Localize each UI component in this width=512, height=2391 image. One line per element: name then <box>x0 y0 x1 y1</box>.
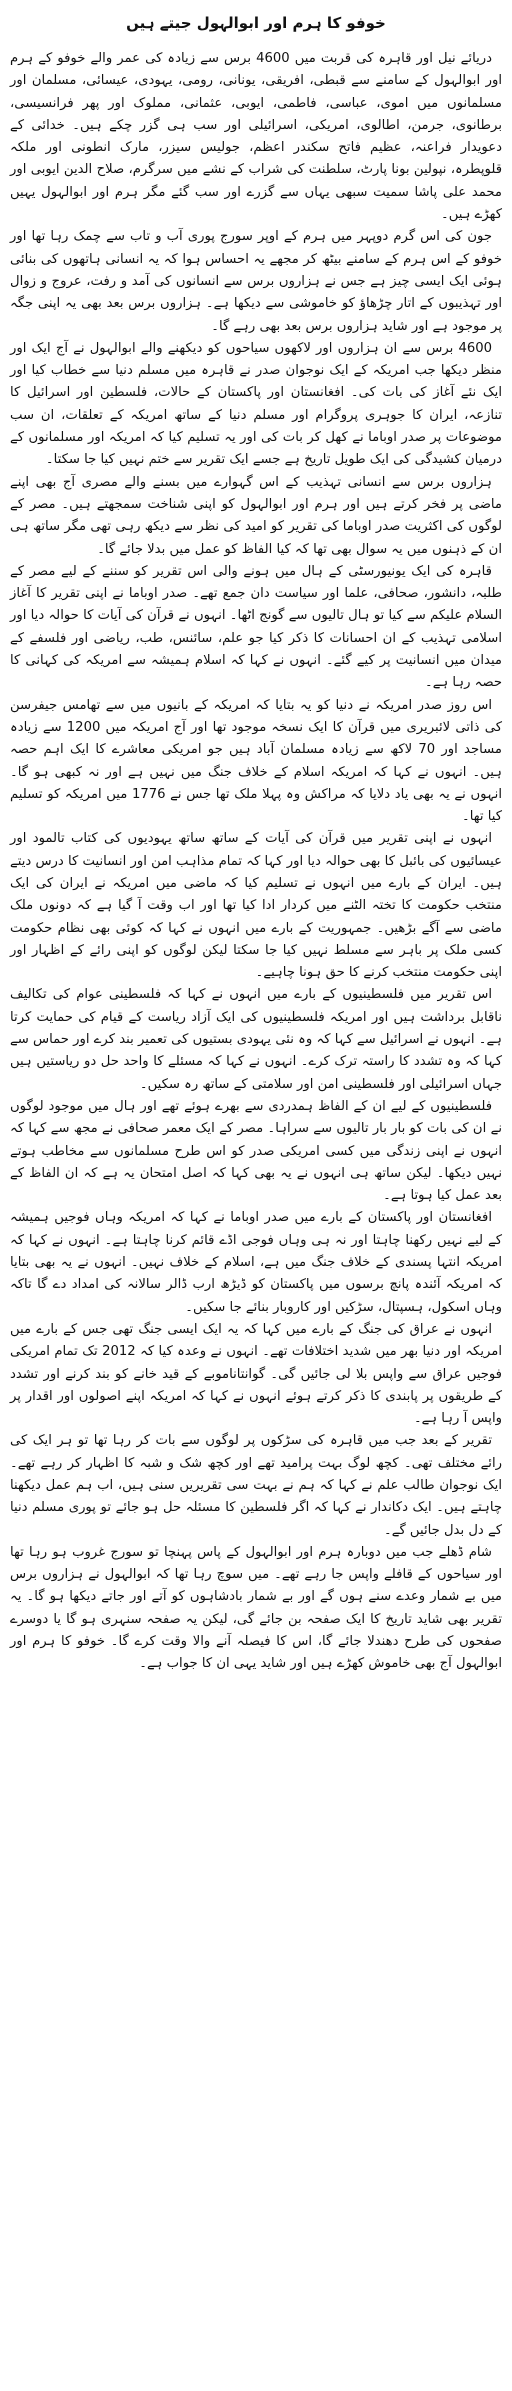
article-paragraph-5: قاہرہ کی ایک یونیورسٹی کے ہال میں ہونے والی اس تقریر کو سننے کے لیے مصر کے طلبہ، دانشور، صحافی، علما اور سیاست دان جمع تھے۔ صدر اوباما نے اپنی تقریر کا آغاز السلام علیکم سے کیا تو ہال تالیوں سے گونج اٹھا۔ انہوں نے قرآن کی آیات کا حوالہ دیا اور اسلامی تہذیب کے ان احسانات کا ذکر کیا جو علم، سائنس، طب، ریاضی اور فلسفے کے میدان میں انسانیت پر کیے گئے۔ انہوں نے کہا کہ اسلام ہمیشہ سے امریکہ کی کہانی کا حصہ رہا ہے۔ <box>10 563 502 691</box>
article-paragraph-6: اس روز صدر امریکہ نے دنیا کو یہ بتایا کہ امریکہ کے بانیوں میں سے تھامس جیفرسن کی ذاتی لائبریری میں قرآن کا ایک نسخہ موجود تھا اور آج امریکہ میں 1200 سے زیادہ مساجد اور 70 لاکھ سے زیادہ مسلمان آباد ہیں جو امریکی معاشرے کا ایک اہم حصہ ہیں۔ انہوں نے کہا کہ امریکہ اسلام کے خلاف جنگ میں نہیں ہے اور نہ کبھی ہو گا۔ انہوں نے یہ بھی یاد دلایا کہ مراکش وہ پہلا ملک تھا جس نے 1776 میں امریکہ کو تسلیم کیا تھا۔ <box>10 697 503 825</box>
article-paragraph-10: افغانستان اور پاکستان کے بارے میں صدر اوباما نے کہا کہ امریکہ وہاں فوجیں ہمیشہ کے لیے نہیں رکھنا چاہتا اور نہ ہی وہاں فوجی اڈے قائم کرنا چاہتا ہے۔ انہوں نے کہا کہ امریکہ انتہا پسندی کے خلاف جنگ میں ہے، اسلام کے خلاف نہیں۔ انہوں نے یہ بھی بتایا کہ امریکہ آئندہ پانچ برسوں میں پاکستان کو ڈیڑھ ارب ڈالر سالانہ کی امداد دے گا تاکہ وہاں اسکول، ہسپتال، سڑکیں اور کاروبار بنائے جا سکیں۔ <box>10 1210 502 1315</box>
article-headline: خوفو کا ہرم اور ابوالہول جیتے ہیں <box>126 14 386 32</box>
article-body <box>10 48 502 1676</box>
article-paragraph-9: فلسطینیوں کے لیے ان کے الفاظ ہمدردی سے بھرے ہوئے تھے اور ہال میں موجود لوگوں نے ان کی بات کو بار بار تالیوں سے سراہا۔ مصر کے ایک معمر صحافی نے مجھ سے کہا کہ انہوں نے اپنی زندگی میں کسی امریکی صدر کو اس طرح مسلمانوں سے مخاطب ہوتے نہیں دیکھا۔ لیکن ساتھ ہی انہوں نے یہ بھی کہا کہ اصل امتحان یہ ہے کہ ان الفاظ کے بعد عمل کیا ہوتا ہے۔ <box>10 1098 502 1204</box>
article-paragraph-7: انہوں نے اپنی تقریر میں قرآن کی آیات کے ساتھ ساتھ یہودیوں کی کتاب تالمود اور عیسائیوں کی بائبل کا بھی حوالہ دیا اور کہا کہ تمام مذاہب امن اور انسانیت کا درس دیتے ہیں۔ ایران کے بارے میں انہوں نے تسلیم کیا کہ ماضی میں امریکہ نے ایران کی ایک منتخب حکومت کا تختہ الٹنے میں کردار ادا کیا تھا اور اب وقت آ گیا ہے کہ دونوں ملک ماضی سے آگے بڑھیں۔ جمہوریت کے بارے میں انہوں نے کہا کہ کوئی بھی نظام حکومت کسی ملک پر باہر سے مسلط نہیں کیا جا سکتا لیکن لوگوں کو اپنی رائے کے اظہار اور اپنی حکومت منتخب کرنے کا حق ہونا چاہیے۔ <box>10 831 502 981</box>
article-paragraph-12: تقریر کے بعد جب میں قاہرہ کی سڑکوں پر لوگوں سے بات کر رہا تھا تو ہر ایک کی رائے مختلف تھی۔ کچھ لوگ بہت پرامید تھے اور کچھ شک و شبہ کا اظہار کر رہے تھے۔ ایک نوجوان طالب علم نے کہا کہ ہم نے بہت سی تقریریں سنی ہیں، اب ہم عمل دیکھنا چاہتے ہیں۔ ایک دکاندار نے کہا کہ اگر فلسطین کا مسئلہ حل ہو جائے تو پوری مسلم دنیا کے دل بدل جائیں گے۔ <box>10 1433 502 1538</box>
article-paragraph-13: شام ڈھلے جب میں دوبارہ ہرم اور ابوالہول کے پاس پہنچا تو سورج غروب ہو رہا تھا اور سیاحوں کے قافلے واپس جا رہے تھے۔ میں سوچ رہا تھا کہ ابوالہول نے ہزاروں برس میں بے شمار وعدے سنے ہوں گے اور بے شمار بادشاہوں کو آتے اور جاتے دیکھا ہو گا۔ یہ تقریر بھی شاید تاریخ کا ایک صفحہ بن جائے گی، لیکن یہ صفحہ سنہری ہو گا یا دوسرے صفحوں کی طرح دھندلا جائے گا، اس کا فیصلہ آنے والا وقت کرے گا۔ خوفو کا ہرم اور ابوالہول آج بھی خاموش کھڑے ہیں اور شاید یہی ان کا جواب ہے۔ <box>10 1544 502 1672</box>
article-paragraph-1: دریائے نیل اور قاہرہ کی قربت میں 4600 برس سے زیادہ کی عمر والے خوفو کے ہرم اور ابوالہول کے سامنے سے قبطی، افریقی، یونانی، رومی، یہودی، عیسائی، مسلمان اور مسلمانوں میں اموی، عباسی، فاطمی، ایوبی، عثمانی، مملوک اور پھر فرانسیسی، برطانوی، جرمن، اطالوی، امریکی، اسرائیلی اور سب ہی گزر چکے ہیں۔ خدائی کے دعویدار فراعنہ، عظیم فاتح سکندر اعظم، جولیس سیزر، مارک انطونی اور ملکہ قلوپطرہ، نپولین بونا پارٹ، سلطنت کی شراب کے نشے میں سرگرم، صلاح الدین ایوبی اور محمد علی پاشا سمیت سبھی یہاں سے گزرے اور سب گئے مگر ہرم اور ابوالہول یہیں کھڑے ہیں۔ <box>10 51 502 223</box>
article-paragraph-3: 4600 برس سے ان ہزاروں اور لاکھوں سیاحوں کو دیکھنے والے ابوالہول نے آج ایک اور منظر دیکھا جب امریکہ کے ایک نوجوان صدر نے قاہرہ میں مسلم دنیا سے خطاب کیا اور ایک نئے آغاز کی بات کی۔ افغانستان اور پاکستان کے حالات، فلسطین اور اسرائیل کا تنازعہ، ایران کا جوہری پروگرام اور مسلم دنیا کے ساتھ امریکہ کے تعلقات، ان سب موضوعات پر صدر اوباما نے کھل کر بات کی اور یہ تسلیم کیا کہ امریکہ اور مسلمانوں کے درمیان کشیدگی کی ایک طویل تاریخ ہے جسے ایک تقریر سے ختم نہیں کیا جا سکتا۔ <box>10 340 502 468</box>
article-paragraph-11: انہوں نے عراق کی جنگ کے بارے میں کہا کہ یہ ایک ایسی جنگ تھی جس کے بارے میں امریکہ اور دنیا بھر میں شدید اختلافات تھے۔ انہوں نے وعدہ کیا کہ 2012 تک تمام امریکی فوجیں عراق سے واپس بلا لی جائیں گی۔ گوانتاناموبے کے قید خانے کو بند کرنے اور تشدد کے طریقوں پر پابندی کا ذکر کرتے ہوئے انہوں نے کہا کہ امریکہ اپنے اصولوں اور اقدار پر واپس آ رہا ہے۔ <box>10 1321 502 1427</box>
article-paragraph-4: ہزاروں برس سے انسانی تہذیب کے اس گہوارے میں بسنے والے مصری آج بھی اپنے ماضی پر فخر کرتے ہیں اور ہرم اور ابوالہول کو اپنی شناخت سمجھتے ہیں۔ مصر کے لوگوں کی اکثریت صدر اوباما کی تقریر کو امید کی نظر سے دیکھ رہی تھی مگر ساتھ ہی ان کے ذہنوں میں یہ سوال بھی تھا کہ کیا الفاظ کو عمل میں بدلا جائے گا۔ <box>10 474 502 557</box>
article-paragraph-2: جون کی اس گرم دوپہر میں ہرم کے اوپر سورج پوری آب و تاب سے چمک رہا تھا اور خوفو کے اس ہرم کے سامنے بیٹھ کر مجھے یہ احساس ہوا کہ یہ انسانی ہاتھوں کی بنائی ہوئی ایک ایسی چیز ہے جس نے ہزاروں برس سے انسانوں کی آمد و رفت، عروج و زوال اور تہذیبوں کے اتار چڑھاؤ کو خاموشی سے دیکھا ہے۔ ہزاروں برس بعد بھی یہ اپنی جگہ پر موجود ہے اور شاید ہزاروں برس بعد بھی رہے گا۔ <box>10 229 502 334</box>
article-paragraph-8: اس تقریر میں فلسطینیوں کے بارے میں انہوں نے کہا کہ فلسطینی عوام کی تکالیف ناقابل برداشت ہیں اور امریکہ فلسطینیوں کی ایک آزاد ریاست کے قیام کی حمایت کرتا ہے۔ انہوں نے اسرائیل سے کہا کہ وہ نئی یہودی بستیوں کی تعمیر بند کرے اور حماس سے کہا کہ وہ تشدد کا راستہ ترک کرے۔ انہوں نے کہا کہ مسئلے کا واحد حل دو ریاستیں ہیں جہاں اسرائیلی اور فلسطینی امن اور سلامتی کے ساتھ رہ سکیں۔ <box>10 987 502 1092</box>
